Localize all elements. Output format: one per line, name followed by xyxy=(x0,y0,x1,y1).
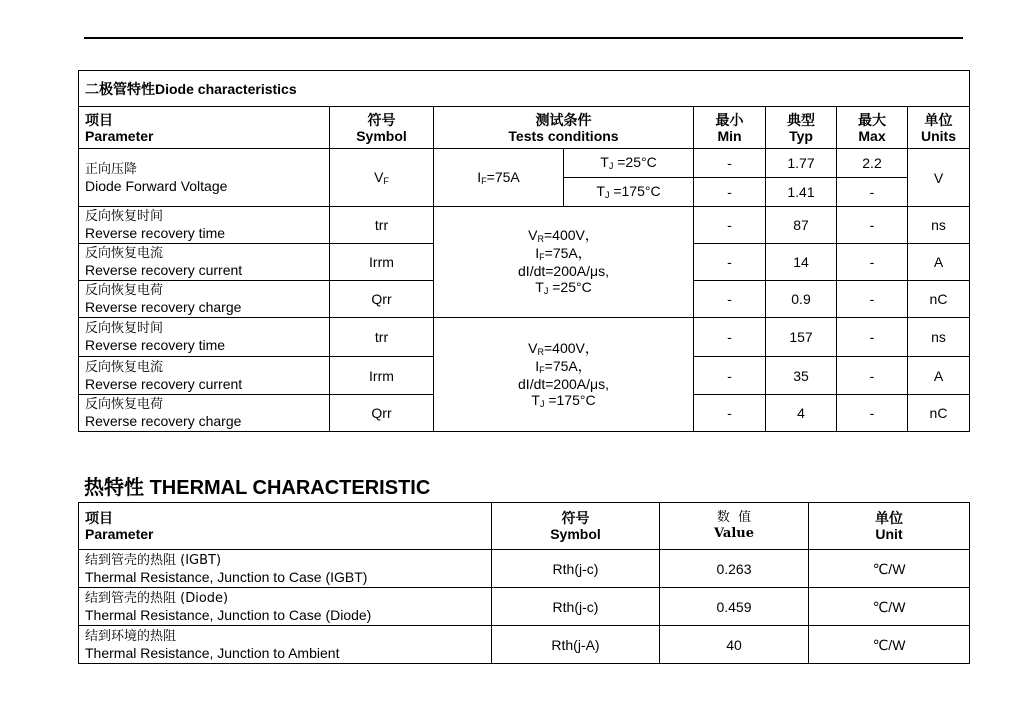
row-unit: nC xyxy=(908,281,970,318)
row-typ: 0.9 xyxy=(766,281,837,318)
row-parameter: 反向恢复时间 Reverse recovery time xyxy=(79,207,330,244)
row-max: - xyxy=(837,244,908,281)
row-unit: A xyxy=(908,357,970,395)
row-unit: ℃/W xyxy=(809,588,970,626)
row-min: - xyxy=(694,318,766,357)
row-parameter: 反向恢复电荷 Reverse recovery charge xyxy=(79,281,330,318)
row-min: - xyxy=(694,244,766,281)
group1-conditions: VR=400V， IF=75A， dI/dt=200A/μs, TJ =25°C xyxy=(434,207,694,318)
vf-min-25: - xyxy=(694,149,766,178)
row-unit: nC xyxy=(908,395,970,432)
vf-condition-if: IF=75A xyxy=(434,149,564,207)
row-unit: ℃/W xyxy=(809,550,970,588)
vf-condition-tj-175: TJ =175°C xyxy=(564,178,694,207)
row-parameter: 反向恢复电流 Reverse recovery current xyxy=(79,357,330,395)
vf-min-175: - xyxy=(694,178,766,207)
row-unit: ns xyxy=(908,318,970,357)
vf-condition-tj-25: TJ =25°C xyxy=(564,149,694,178)
vf-unit: V xyxy=(908,149,970,207)
thermal-header-row xyxy=(79,503,970,550)
table-row xyxy=(79,207,970,244)
header-parameter: 项目 Parameter xyxy=(79,107,330,149)
row-max: - xyxy=(837,207,908,244)
row-typ: 4 xyxy=(766,395,837,432)
row-symbol: Irrm xyxy=(330,357,434,395)
thermal-characteristics-table xyxy=(78,502,970,664)
row-parameter: 结到管壳的热阻 (IGBT) Thermal Resistance, Junction to Case (IGBT) xyxy=(79,550,492,588)
diode-table-title: 二极管特性Diode characteristics xyxy=(79,71,970,107)
top-rule xyxy=(84,37,963,39)
row-max: - xyxy=(837,281,908,318)
row-min: - xyxy=(694,207,766,244)
vf-max-175: - xyxy=(837,178,908,207)
row-unit: ℃/W xyxy=(809,626,970,664)
row-value: 40 xyxy=(660,626,809,664)
table-row xyxy=(79,550,970,588)
group2-conditions: VR=400V， IF=75A， dI/dt=200A/μs, TJ =175°C xyxy=(434,318,694,432)
vf-typ-175: 1.41 xyxy=(766,178,837,207)
vf-symbol: VF xyxy=(330,149,434,207)
row-symbol: Qrr xyxy=(330,395,434,432)
row-typ: 14 xyxy=(766,244,837,281)
vf-parameter: 正向压降 Diode Forward Voltage xyxy=(79,149,330,207)
diode-characteristics-table xyxy=(78,70,970,432)
row-symbol: Rth(j-c) xyxy=(492,550,660,588)
row-min: - xyxy=(694,357,766,395)
table-row xyxy=(79,149,970,178)
table-row xyxy=(79,318,970,357)
row-typ: 157 xyxy=(766,318,837,357)
header-conditions: 测试条件 Tests conditions xyxy=(434,107,694,149)
row-parameter: 反向恢复电荷 Reverse recovery charge xyxy=(79,395,330,432)
row-value: 0.263 xyxy=(660,550,809,588)
thermal-header-symbol: 符号 Symbol xyxy=(492,503,660,550)
row-symbol: Irrm xyxy=(330,244,434,281)
vf-typ-25: 1.77 xyxy=(766,149,837,178)
row-symbol: trr xyxy=(330,318,434,357)
row-unit: A xyxy=(908,244,970,281)
row-parameter: 反向恢复时间 Reverse recovery time xyxy=(79,318,330,357)
row-symbol: Qrr xyxy=(330,281,434,318)
row-symbol: Rth(j-A) xyxy=(492,626,660,664)
row-typ: 87 xyxy=(766,207,837,244)
header-min: 最小 Min xyxy=(694,107,766,149)
row-min: - xyxy=(694,395,766,432)
thermal-header-value: 数 值 Value xyxy=(660,503,809,550)
table-row xyxy=(79,588,970,626)
row-max: - xyxy=(837,395,908,432)
row-min: - xyxy=(694,281,766,318)
row-symbol: trr xyxy=(330,207,434,244)
row-max: - xyxy=(837,357,908,395)
row-typ: 35 xyxy=(766,357,837,395)
thermal-heading: 热特性 THERMAL CHARACTERISTIC xyxy=(84,477,431,499)
vf-max-25: 2.2 xyxy=(837,149,908,178)
row-unit: ns xyxy=(908,207,970,244)
header-symbol: 符号 Symbol xyxy=(330,107,434,149)
thermal-header-unit: 单位 Unit xyxy=(809,503,970,550)
table-row xyxy=(79,626,970,664)
row-parameter: 结到管壳的热阻 (Diode) Thermal Resistance, Junction to Case (Diode) xyxy=(79,588,492,626)
row-symbol: Rth(j-c) xyxy=(492,588,660,626)
header-max: 最大 Max xyxy=(837,107,908,149)
header-units: 单位 Units xyxy=(908,107,970,149)
header-typ: 典型 Typ xyxy=(766,107,837,149)
thermal-header-parameter: 项目 Parameter xyxy=(79,503,492,550)
row-value: 0.459 xyxy=(660,588,809,626)
row-parameter: 结到环境的热阻 Thermal Resistance, Junction to Ambient xyxy=(79,626,492,664)
row-max: - xyxy=(837,318,908,357)
row-parameter: 反向恢复电流 Reverse recovery current xyxy=(79,244,330,281)
diode-header-row xyxy=(79,107,970,149)
